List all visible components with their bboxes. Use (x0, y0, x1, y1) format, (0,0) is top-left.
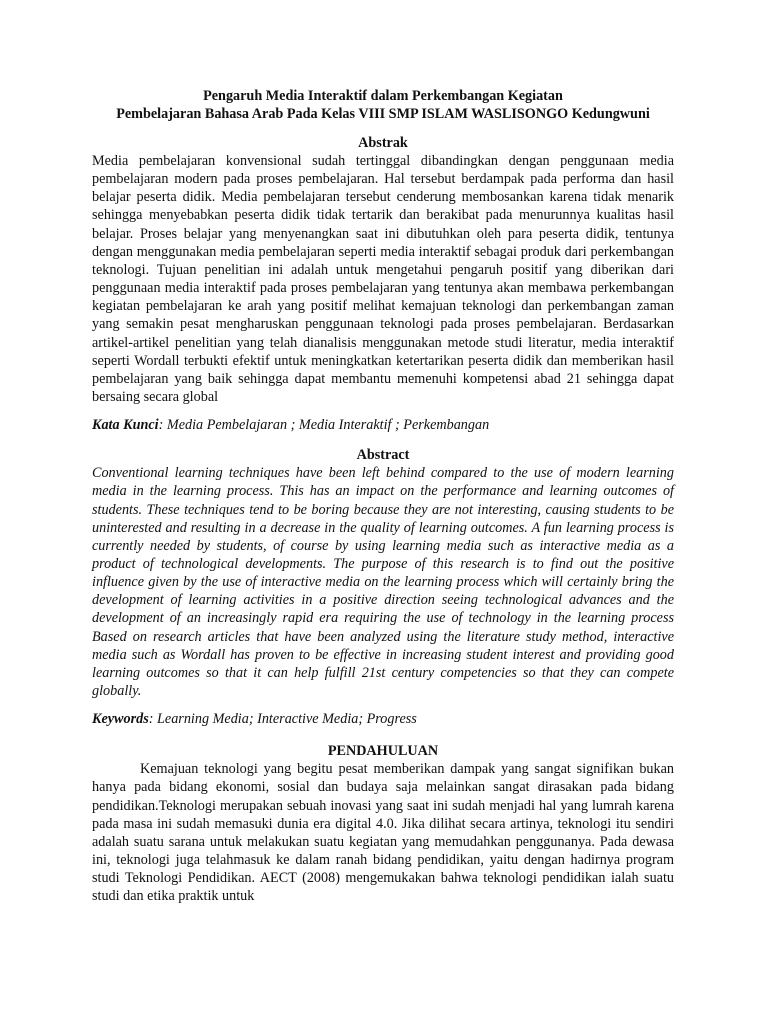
abstract-text: Conventional learning techniques have been left behind compared to the use of modern learning media in the learning process. This has an impact on the performance and learning outcomes of students. These techniques tend to be boring because they are not interesting, causing students to be uninterested and resulting in a decrease in the quality of learning outcomes. A fun learning process is currently needed by students, of course by using learning media such as interactive media as a product of technological developments. The purpose of this research is to find out the positive influence given by the use of interactive media on the learning process which will certainly bring the development of learning activities in a positive direction seeing technological advances and the development of an increasingly rapid era requiring the use of technology in the learning process Based on research articles that have been analyzed using the literature study method, interactive media such as Wordall has proven to be effective in increasing student interest and providing good learning outcomes so that it can help fulfill 21st century competencies so that they can compete globally. (92, 465, 674, 700)
kata-kunci-text: : Media Pembelajaran ; Media Interaktif ; Perkembangan (158, 417, 490, 434)
kata-kunci-label: Kata Kunci (92, 417, 159, 434)
keywords-line (92, 710, 674, 728)
document-page (92, 87, 674, 905)
kata-kunci-line (92, 416, 674, 434)
document-title-line-2: Pembelajaran Bahasa Arab Pada Kelas VIII SMP ISLAM WASLISONGO Kedungwuni (116, 106, 650, 122)
pendahuluan-text: Kemajuan teknologi yang begitu pesat memberikan dampak yang sangat signifikan bukan hanya pada bidang ekonomi, sosial dan budaya saja melainkan sangat dirasakan pada bidang pendidikan.Teknologi merupakan sebuah inovasi yang saat ini sudah menjadi hal yang lumrah karena pada masa ini sudah memasuki dunia era digital 4.0. Jika dilihat secara artinya, teknologi itu sendiri adalah suatu sarana untuk melakukan suatu kegiatan yang memudahkan penggunanya. Pada dewasa ini, teknologi juga telahmasuk ke dalam ranah bidang pendidikan, yaitu dengan hadirnya program studi Teknologi Pendidikan. AECT (2008) mengemukakan bahwa teknologi pendidikan ialah suatu studi dan etika praktik untuk (92, 761, 674, 905)
abstrak-text: Media pembelajaran konvensional sudah tertinggal dibandingkan dengan penggunaan media pembelajaran modern pada proses pembelajaran. Hal tersebut berdampak pada performa dan hasil belajar peserta didik. Media pembelajaran tersebut cenderung membosankan karena tidak menarik sehingga menyebabkan peserta didik tidak tertarik dan berakibat pada menurunnya kualitas hasil belajar. Proses belajar yang menyenangkan saat ini dibutuhkan oleh para peserta didik, tentunya dengan menggunakan media pembelajaran seperti media interaktif sebagai produk dari perkembangan teknologi. Tujuan penelitian ini adalah untuk mengetahui pengaruh positif yang diberikan dari penggunaan media interaktif pada proses pembelajaran yang tentunya akan membawa perkembangan kegiatan pembelajaran ke arah yang positif melihat kemajuan teknologi dan perkembangan zaman yang semakin pesat mengharuskan penggunaan teknologi pada proses pembelajaran. Berdasarkan artikel-artikel penelitian yang telah dianalisis menggunakan metode studi literatur, media interaktif seperti Wordall terbukti efektif untuk meningkatkan ketertarikan peserta didik dan memberikan hasil pembelajaran yang baik sehingga dapat membantu memenuhi kompetensi abad 21 sehingga dapat bersaing secara global (92, 153, 674, 406)
keywords-text: : Learning Media; Interactive Media; Progress (148, 711, 417, 728)
abstract-heading: Abstract (356, 447, 410, 464)
abstrak-heading: Abstrak (358, 135, 408, 151)
keywords-label: Keywords (92, 711, 149, 728)
pendahuluan-heading: PENDAHULUAN (327, 743, 439, 760)
document-title-line-1: Pengaruh Media Interaktif dalam Perkembangan Kegiatan (203, 88, 563, 104)
